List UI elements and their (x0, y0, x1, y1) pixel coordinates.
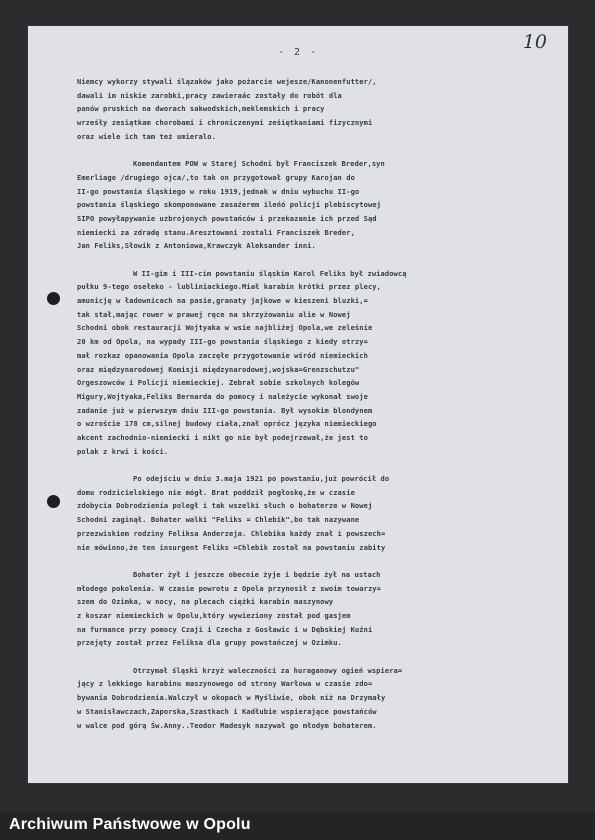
text-line: Niemcy wykorzy stywali ślązaków jako pożarcie wejesze/Kanonenfutter/, (77, 77, 377, 86)
text-line: bywania Dobrodzienia.Walczył w okopach w Myśliwie, obok niż na Drzymały (77, 693, 386, 703)
text-line: Schodni zaginął. Bohater walki "Feliks = Chlebik",bo tak nazywane (77, 515, 360, 525)
text-line: wrześły zesiątkam chorobami i chroniczenymi ześiętkaniami fizycznymi (77, 118, 373, 128)
text-line: Komendantem POW w Starej Schodni był Franciszek Breder,syn (133, 159, 385, 169)
text-line: Po odejściu w dniu 3.maja 1921 po powstaniu,już powrócił do (133, 474, 390, 484)
text-line: amunicję w ładownicach na pasie,granaty jajkowe w kieszeni bluzki,= (77, 296, 368, 306)
text-line: młodego pokolenia. W czasie powrotu z Opola przynosił z swoim towarzy= (77, 583, 381, 593)
text-line: oraz wiele ich tam też umieralo. (77, 131, 216, 141)
paragraph (77, 472, 565, 554)
page-number: - 2 - (277, 47, 319, 58)
text-line: przejęty został przez Feliksa dla grupy powstańczej w Ozimku. (77, 638, 342, 648)
text-line: akcent zachodnio-niemiecki i nikt go nie był podejrzewał,że jest to (77, 433, 368, 443)
document-page (27, 25, 569, 784)
text-line: Jan Feliks,Słowik z Antoniowa,Krawczyk Aleksander inni. (77, 241, 316, 251)
text-line: o wzroście 178 cm,silnej budowy ciała,znał oprócz języka niemieckiego (77, 419, 377, 429)
text-line: zdobycia Dobrodzienia poległ i tak wszelki słuch o bohaterze w Nowej (77, 501, 373, 511)
text-line: SIPO powyłapywanie uzbrojonych powstańców i przekazanie ich przed Sąd (77, 213, 377, 223)
paragraph (77, 157, 565, 253)
text-line: nie mówiono,że ten insurgent Feliks =Chlebik został na powstaniu zabity (77, 542, 386, 552)
archive-footer (0, 812, 595, 840)
paragraph-gap (77, 650, 565, 664)
text-line: jący z lekkiego karabinu maszynowego od strony Warłowa w czasie zdo= (77, 679, 373, 689)
text-line: z koszar niemieckich w Opolu,który wywieziony został pod gasjem (77, 610, 351, 620)
text-line: szem do Ozimka, w nocy, na plecach ciężki karabin maszynowy (77, 597, 334, 607)
document-body (77, 75, 565, 732)
text-line: zadanie już w pierwszym dniu III-go powstania. Był wysokim blondynem (77, 405, 373, 415)
punch-hole-bottom (47, 495, 60, 508)
paragraph (77, 664, 565, 733)
text-line: na furmance przy pomocy Czaji i Czecha z Gosławic i w Dębskiej Kuźni (77, 624, 373, 634)
paragraph-gap (77, 144, 565, 158)
text-line: II-go powstania śląskiego w roku 1919,jednak w dniu wybuchu II-go (77, 186, 360, 196)
paragraph-gap (77, 458, 565, 472)
text-line: Emerliage /drugiego ojca/,to tak on przygotował grupy Karojan do (77, 172, 355, 182)
text-line: polak z krwi i kości. (77, 446, 169, 456)
text-line: W II-gim i III-cim powstaniu śląskim Karol Feliks był zwiadowcą (133, 268, 407, 278)
archive-name: Archiwum Państwowe w Opolu (9, 816, 251, 833)
paragraph-gap (77, 253, 565, 267)
text-line: przezwiskiem rodziny Feliksa Anderzeja. Chlebika każdy znał i powszech= (77, 528, 386, 538)
punch-hole-top (47, 292, 60, 305)
text-line: Schodni obok restauracji Wojtyaka w wsie najbliżej Opola,we zeleśnie (77, 323, 373, 333)
paragraph (77, 267, 565, 459)
text-line: mał rozkaz opanowania Opola zaczęłe przygotowanie wśród niemieckich (77, 350, 368, 360)
text-line: Migury,Wojtyaka,Feliks Bernarda do pomocy i należycie wykonał swoje (77, 391, 368, 401)
text-line: oraz międzynarodowej Komisji międzynarodowej,wojska=Grenzschutzu" (77, 364, 360, 374)
text-line: powstania śląskiego skomponowane zasaźerem ileńó policji plebiscytowej (77, 200, 381, 210)
text-line: w walce pod górą Św.Anny..Teodor Madesyk nazywał go młodym bohaterem. (77, 720, 377, 730)
text-line: Otrzymał śląski krzyż waleczności za huraganowy ogień wspiera= (133, 665, 403, 675)
text-line: 20 km od Opola, na wypady III-go powstania śląskiego z kiedy otrzy= (77, 337, 368, 347)
text-line: tak stał,mając rower w prawej ręce na skrzyżowaniu alie w Nowej (77, 309, 351, 319)
paragraph (77, 568, 565, 650)
text-line: niemiecki za zdradę stanu.Aresztowani zostali Franciszek Breder, (77, 227, 355, 237)
text-line: domu rodzicielskiego nie mógł. Brat poddził pogłoskę,że w czasie (77, 487, 355, 497)
text-line: panów pruskich na dworach sakwodskich,meklemskich i pracy (77, 104, 325, 114)
paragraph-gap (77, 554, 565, 568)
text-line: Bohater żył i jeszcze obecnie żyje i będzie żył na ustach (133, 569, 381, 579)
text-line: dawali im niskie zarobki,pracy zawieraác zostały do robót dla (77, 90, 342, 100)
text-line: w Stanisławczach,Zaporska,Szastkach i Kadłubie wspierające powstańców (77, 706, 377, 716)
paragraph (77, 75, 565, 144)
text-line: Orgeszowców i Policji niemieckiej. Zebrał sobie szkolnych kolegów (77, 378, 360, 388)
text-line: pułku 9-tego osełeko - lubliniackiego.Miał karabin krótki przez plecy, (77, 282, 381, 292)
folio-number: 10 (522, 31, 547, 53)
